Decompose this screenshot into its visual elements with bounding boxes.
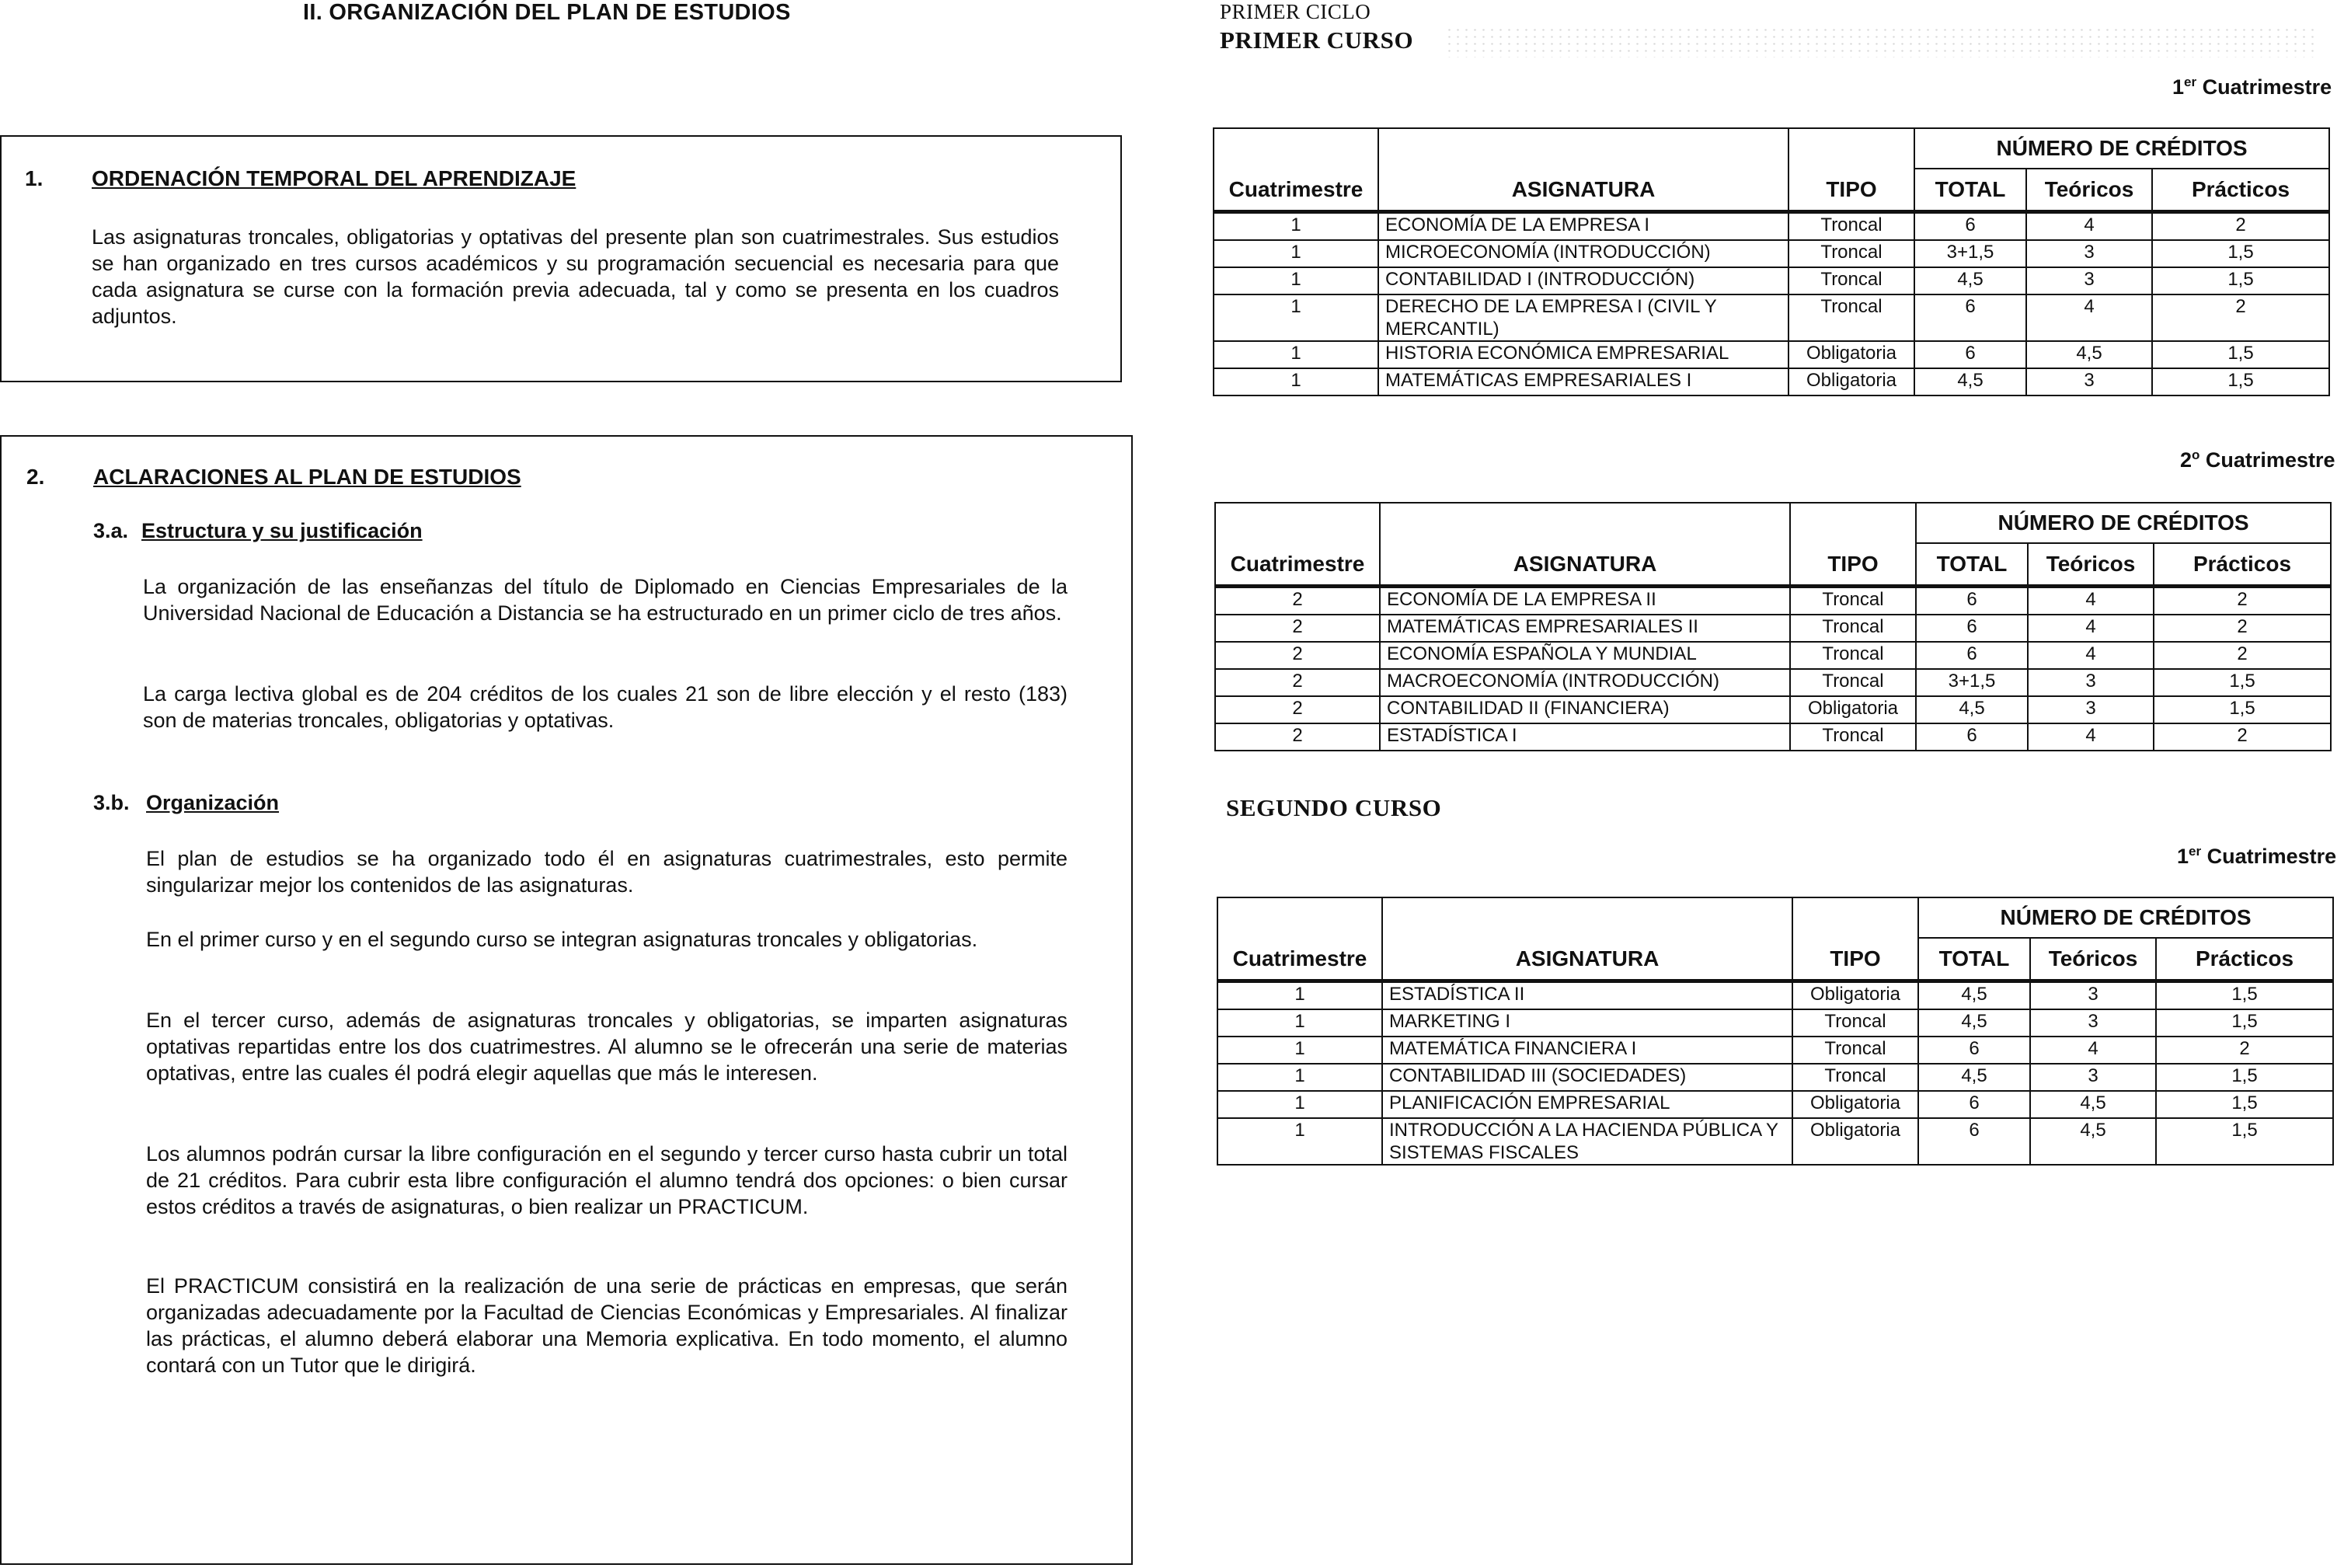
total-cell: 6 bbox=[1914, 341, 2026, 368]
cuatrimestre-cell: 1 bbox=[1214, 267, 1378, 294]
tipo-header: TIPO bbox=[1790, 543, 1916, 587]
total-cell: 4,5 bbox=[1918, 1009, 2030, 1037]
cuatrimestre-cell: 1 bbox=[1217, 1009, 1382, 1037]
cuatrimestre-cell: 1 bbox=[1217, 981, 1382, 1010]
section-1-title: ORDENACIÓN TEMPORAL DEL APRENDIZAJE bbox=[92, 166, 576, 190]
blank-header-cell bbox=[1792, 897, 1918, 938]
tipo-cell: Troncal bbox=[1790, 723, 1916, 751]
tipo-cell: Troncal bbox=[1792, 1009, 1918, 1037]
teoricos-cell: 4 bbox=[2026, 294, 2152, 341]
table-row bbox=[1215, 723, 2331, 751]
practicos-cell: 1,5 bbox=[2152, 267, 2329, 294]
practicos-cell: 2 bbox=[2154, 723, 2331, 751]
asignatura-cell: ESTADÍSTICA I bbox=[1380, 723, 1790, 751]
practicos-cell: 1,5 bbox=[2154, 669, 2331, 696]
total-header: TOTAL bbox=[1916, 543, 2028, 587]
cuatrimestre-cell: 1 bbox=[1217, 1091, 1382, 1118]
asignatura-header: ASIGNATURA bbox=[1378, 169, 1788, 212]
cuatrimestre-cell: 2 bbox=[1215, 615, 1380, 642]
total-cell: 6 bbox=[1916, 642, 2028, 669]
teoricos-cell: 3 bbox=[2030, 981, 2156, 1010]
asignatura-cell: MATEMÁTICAS EMPRESARIALES II bbox=[1380, 615, 1790, 642]
blank-header-cell bbox=[1380, 503, 1790, 543]
document-title: II. ORGANIZACIÓN DEL PLAN DE ESTUDIOS bbox=[303, 0, 791, 25]
total-cell: 6 bbox=[1916, 615, 2028, 642]
asignatura-cell: HISTORIA ECONÓMICA EMPRESARIAL bbox=[1378, 341, 1788, 368]
total-cell: 6 bbox=[1918, 1091, 2030, 1118]
tipo-cell: Troncal bbox=[1790, 642, 1916, 669]
table-row bbox=[1217, 1037, 2333, 1064]
tipo-cell: Troncal bbox=[1788, 212, 1914, 241]
total-cell: 6 bbox=[1918, 1118, 2030, 1165]
tipo-cell: Troncal bbox=[1788, 294, 1914, 341]
table-primer-curso-cuatrimestre-1 bbox=[1213, 127, 2330, 396]
teoricos-header: Teóricos bbox=[2030, 938, 2156, 981]
cuatrimestre-cell: 1 bbox=[1217, 1118, 1382, 1165]
table-row bbox=[1214, 267, 2329, 294]
asignatura-cell: ECONOMÍA DE LA EMPRESA II bbox=[1380, 587, 1790, 615]
teoricos-cell: 3 bbox=[2026, 368, 2152, 395]
tipo-cell: Troncal bbox=[1788, 267, 1914, 294]
asignatura-cell: DERECHO DE LA EMPRESA I (CIVIL Y MERCANTIL) bbox=[1378, 294, 1788, 341]
asignatura-header: ASIGNATURA bbox=[1382, 938, 1792, 981]
total-cell: 6 bbox=[1914, 294, 2026, 341]
cuatrimestre-cell: 1 bbox=[1214, 341, 1378, 368]
teoricos-cell: 4 bbox=[2026, 212, 2152, 241]
total-cell: 4,5 bbox=[1914, 368, 2026, 395]
table-row bbox=[1215, 669, 2331, 696]
table-row bbox=[1214, 341, 2329, 368]
table-row bbox=[1214, 368, 2329, 395]
asignatura-cell: MATEMÁTICA FINANCIERA I bbox=[1382, 1037, 1792, 1064]
subsection-a-paragraph-2: La carga lectiva global es de 204 créditos de los cuales 21 son de libre elección y el resto (183) son de materias troncales, obligatorias y optativas. bbox=[143, 682, 1068, 732]
tipo-cell: Troncal bbox=[1790, 669, 1916, 696]
scan-noise bbox=[1445, 26, 2315, 57]
tipo-header: TIPO bbox=[1792, 938, 1918, 981]
teoricos-cell: 3 bbox=[2026, 267, 2152, 294]
table-row bbox=[1215, 615, 2331, 642]
table-primer-curso-cuatrimestre-2 bbox=[1214, 502, 2332, 751]
blank-header-cell bbox=[1214, 128, 1378, 169]
table-row bbox=[1217, 1064, 2333, 1091]
tipo-cell: Troncal bbox=[1788, 240, 1914, 267]
subsection-b-paragraph-2: En el primer curso y en el segundo curso se integran asignaturas troncales y obligatorias. bbox=[146, 928, 978, 951]
ciclo-label: PRIMER CICLO bbox=[1220, 0, 1371, 23]
asignatura-cell: MARKETING I bbox=[1382, 1009, 1792, 1037]
practicos-cell: 2 bbox=[2152, 212, 2329, 241]
teoricos-cell: 4 bbox=[2030, 1037, 2156, 1064]
total-cell: 6 bbox=[1916, 587, 2028, 615]
section-1-box bbox=[0, 135, 1122, 382]
teoricos-cell: 4,5 bbox=[2026, 341, 2152, 368]
section-2-number: 2. bbox=[26, 465, 45, 489]
practicos-cell: 2 bbox=[2154, 642, 2331, 669]
total-cell: 3+1,5 bbox=[1914, 240, 2026, 267]
cuatrimestre-cell: 1 bbox=[1217, 1064, 1382, 1091]
subsection-b-paragraph-5: El PRACTICUM consistirá en la realización de una serie de prácticas en empresas, que serán organizadas adecuadamente por la Facultad de Ciencias Económicas y Empresariales. Al finalizar las prácticas, el alumno deberá elaborar una Memoria explicativa. En todo momento, el alumno contará con un Tutor que le dirigirá. bbox=[146, 1274, 1068, 1377]
asignatura-header: ASIGNATURA bbox=[1380, 543, 1790, 587]
table-row bbox=[1214, 240, 2329, 267]
teoricos-header: Teóricos bbox=[2028, 543, 2154, 587]
cuatrimestre-cell: 2 bbox=[1215, 696, 1380, 723]
teoricos-cell: 3 bbox=[2030, 1009, 2156, 1037]
numero-creditos-header: NÚMERO DE CRÉDITOS bbox=[1914, 128, 2329, 169]
table-row bbox=[1217, 1009, 2333, 1037]
cuatrimestre-cell: 1 bbox=[1214, 212, 1378, 241]
practicos-cell: 2 bbox=[2154, 587, 2331, 615]
practicos-cell: 1,5 bbox=[2156, 981, 2333, 1010]
section-2-box bbox=[0, 435, 1133, 1565]
table-1-cuatrimestre-label: 1er Cuatrimestre bbox=[2172, 75, 2332, 99]
practicos-cell: 1,5 bbox=[2156, 1118, 2333, 1165]
tipo-cell: Troncal bbox=[1792, 1064, 1918, 1091]
teoricos-cell: 3 bbox=[2026, 240, 2152, 267]
subsection-b-paragraph-3: En el tercer curso, además de asignaturas troncales y obligatorias, se imparten asignaturas optativas repartidas entre los dos cuatrimestres. Al alumno se le ofrecerán una serie de materias optativas, entre las cuales él podrá elegir aquellas que más le interesen. bbox=[146, 1009, 1068, 1085]
total-cell: 6 bbox=[1916, 723, 2028, 751]
teoricos-cell: 4,5 bbox=[2030, 1118, 2156, 1165]
total-cell: 4,5 bbox=[1918, 981, 2030, 1010]
asignatura-cell: ECONOMÍA DE LA EMPRESA I bbox=[1378, 212, 1788, 241]
asignatura-cell: CONTABILIDAD I (INTRODUCCIÓN) bbox=[1378, 267, 1788, 294]
subsection-b-paragraph-1: El plan de estudios se ha organizado todo él en asignaturas cuatrimestrales, esto permite singularizar mejor los contenidos de las asignaturas. bbox=[146, 847, 1068, 897]
subsection-b-number: 3.b. bbox=[93, 791, 130, 814]
total-cell: 3+1,5 bbox=[1916, 669, 2028, 696]
cuatrimestre-cell: 2 bbox=[1215, 723, 1380, 751]
subsection-a-number: 3.a. bbox=[93, 519, 129, 542]
teoricos-cell: 3 bbox=[2030, 1064, 2156, 1091]
practicos-header: Prácticos bbox=[2152, 169, 2329, 212]
tipo-cell: Obligatoria bbox=[1792, 981, 1918, 1010]
subsection-b-title: Organización bbox=[146, 791, 280, 814]
asignatura-cell: ESTADÍSTICA II bbox=[1382, 981, 1792, 1010]
cuatrimestre-header: Cuatrimestre bbox=[1214, 169, 1378, 212]
practicos-cell: 1,5 bbox=[2156, 1064, 2333, 1091]
teoricos-cell: 4 bbox=[2028, 587, 2154, 615]
total-cell: 4,5 bbox=[1918, 1064, 2030, 1091]
cuatrimestre-cell: 1 bbox=[1214, 240, 1378, 267]
asignatura-cell: MACROECONOMÍA (INTRODUCCIÓN) bbox=[1380, 669, 1790, 696]
table-row bbox=[1215, 587, 2331, 615]
tipo-cell: Troncal bbox=[1790, 587, 1916, 615]
table-row bbox=[1215, 696, 2331, 723]
practicos-cell: 1,5 bbox=[2152, 368, 2329, 395]
practicos-header: Prácticos bbox=[2154, 543, 2331, 587]
asignatura-cell: MATEMÁTICAS EMPRESARIALES I bbox=[1378, 368, 1788, 395]
practicos-cell: 2 bbox=[2152, 294, 2329, 341]
numero-creditos-header: NÚMERO DE CRÉDITOS bbox=[1916, 503, 2331, 543]
blank-header-cell bbox=[1378, 128, 1788, 169]
blank-header-cell bbox=[1382, 897, 1792, 938]
teoricos-cell: 4 bbox=[2028, 642, 2154, 669]
asignatura-cell: CONTABILIDAD III (SOCIEDADES) bbox=[1382, 1064, 1792, 1091]
subsection-a-paragraph-1: La organización de las enseñanzas del título de Diplomado en Ciencias Empresariales de la Universidad Nacional de Educación a Distancia se ha estructurado en un primer ciclo de tres años. bbox=[143, 575, 1068, 625]
tipo-header: TIPO bbox=[1788, 169, 1914, 212]
total-header: TOTAL bbox=[1914, 169, 2026, 212]
subsection-a-title: Estructura y su justificación bbox=[141, 519, 423, 542]
tipo-cell: Obligatoria bbox=[1790, 696, 1916, 723]
numero-creditos-header: NÚMERO DE CRÉDITOS bbox=[1918, 897, 2333, 938]
teoricos-cell: 3 bbox=[2028, 696, 2154, 723]
blank-header-cell bbox=[1215, 503, 1380, 543]
section-1-number: 1. bbox=[25, 166, 44, 190]
teoricos-cell: 4 bbox=[2028, 615, 2154, 642]
cuatrimestre-cell: 2 bbox=[1215, 669, 1380, 696]
teoricos-cell: 4,5 bbox=[2030, 1091, 2156, 1118]
cuatrimestre-cell: 2 bbox=[1215, 587, 1380, 615]
cuatrimestre-cell: 1 bbox=[1217, 1037, 1382, 1064]
table-row bbox=[1214, 294, 2329, 341]
table-row bbox=[1215, 642, 2331, 669]
practicos-cell: 1,5 bbox=[2152, 341, 2329, 368]
cuatrimestre-cell: 1 bbox=[1214, 368, 1378, 395]
cuatrimestre-cell: 2 bbox=[1215, 642, 1380, 669]
tipo-cell: Obligatoria bbox=[1788, 341, 1914, 368]
blank-header-cell bbox=[1217, 897, 1382, 938]
table-row bbox=[1217, 1118, 2333, 1165]
teoricos-cell: 3 bbox=[2028, 669, 2154, 696]
table-row bbox=[1217, 981, 2333, 1010]
table-row bbox=[1217, 1091, 2333, 1118]
tipo-cell: Troncal bbox=[1790, 615, 1916, 642]
practicos-cell: 1,5 bbox=[2156, 1009, 2333, 1037]
practicos-cell: 1,5 bbox=[2152, 240, 2329, 267]
total-cell: 4,5 bbox=[1916, 696, 2028, 723]
teoricos-header: Teóricos bbox=[2026, 169, 2152, 212]
total-cell: 6 bbox=[1914, 212, 2026, 241]
tipo-cell: Obligatoria bbox=[1792, 1091, 1918, 1118]
subsection-b-paragraph-4: Los alumnos podrán cursar la libre configuración en el segundo y tercer curso hasta cubrir un total de 21 créditos. Para cubrir esta libre configuración el alumno tendrá dos opciones: o bien cursar estos créditos a través de asignaturas, o bien realizar un PRACTICUM. bbox=[146, 1142, 1068, 1218]
cuatrimestre-header: Cuatrimestre bbox=[1215, 543, 1380, 587]
section-1-text: Las asignaturas troncales, obligatorias y optativas del presente plan son cuatrimestrales. Sus estudios se han organizado en tres cursos académicos y su programación secuencial es necesaria para que cada asignatura se curse con la formación previa adecuada, tal y como se presenta en los cuadros adjuntos. bbox=[92, 225, 1059, 328]
table-2-cuatrimestre-label: 2$^o$ Cuatrimestre bbox=[2180, 448, 2335, 472]
asignatura-cell: INTRODUCCIÓN A LA HACIENDA PÚBLICA Y SISTEMAS FISCALES bbox=[1382, 1118, 1792, 1165]
cuatrimestre-header: Cuatrimestre bbox=[1217, 938, 1382, 981]
practicos-header: Prácticos bbox=[2156, 938, 2333, 981]
table-3-cuatrimestre-label: 1er Cuatrimestre bbox=[2177, 844, 2337, 868]
blank-header-cell bbox=[1790, 503, 1916, 543]
total-header: TOTAL bbox=[1918, 938, 2030, 981]
practicos-cell: 1,5 bbox=[2156, 1091, 2333, 1118]
total-cell: 6 bbox=[1918, 1037, 2030, 1064]
practicos-cell: 2 bbox=[2156, 1037, 2333, 1064]
practicos-cell: 1,5 bbox=[2154, 696, 2331, 723]
table-segundo-curso-cuatrimestre-1 bbox=[1217, 897, 2334, 1166]
tipo-cell: Obligatoria bbox=[1792, 1118, 1918, 1165]
asignatura-cell: MICROECONOMÍA (INTRODUCCIÓN) bbox=[1378, 240, 1788, 267]
table-row bbox=[1214, 212, 2329, 241]
segundo-curso-heading: SEGUNDO CURSO bbox=[1226, 794, 1442, 821]
teoricos-cell: 4 bbox=[2028, 723, 2154, 751]
section-2-title: ACLARACIONES AL PLAN DE ESTUDIOS bbox=[93, 465, 521, 489]
tipo-cell: Troncal bbox=[1792, 1037, 1918, 1064]
asignatura-cell: PLANIFICACIÓN EMPRESARIAL bbox=[1382, 1091, 1792, 1118]
blank-header-cell bbox=[1788, 128, 1914, 169]
primer-curso-heading: PRIMER CURSO bbox=[1220, 26, 1414, 54]
total-cell: 4,5 bbox=[1914, 267, 2026, 294]
cuatrimestre-cell: 1 bbox=[1214, 294, 1378, 341]
tipo-cell: Obligatoria bbox=[1788, 368, 1914, 395]
practicos-cell: 2 bbox=[2154, 615, 2331, 642]
asignatura-cell: ECONOMÍA ESPAÑOLA Y MUNDIAL bbox=[1380, 642, 1790, 669]
asignatura-cell: CONTABILIDAD II (FINANCIERA) bbox=[1380, 696, 1790, 723]
